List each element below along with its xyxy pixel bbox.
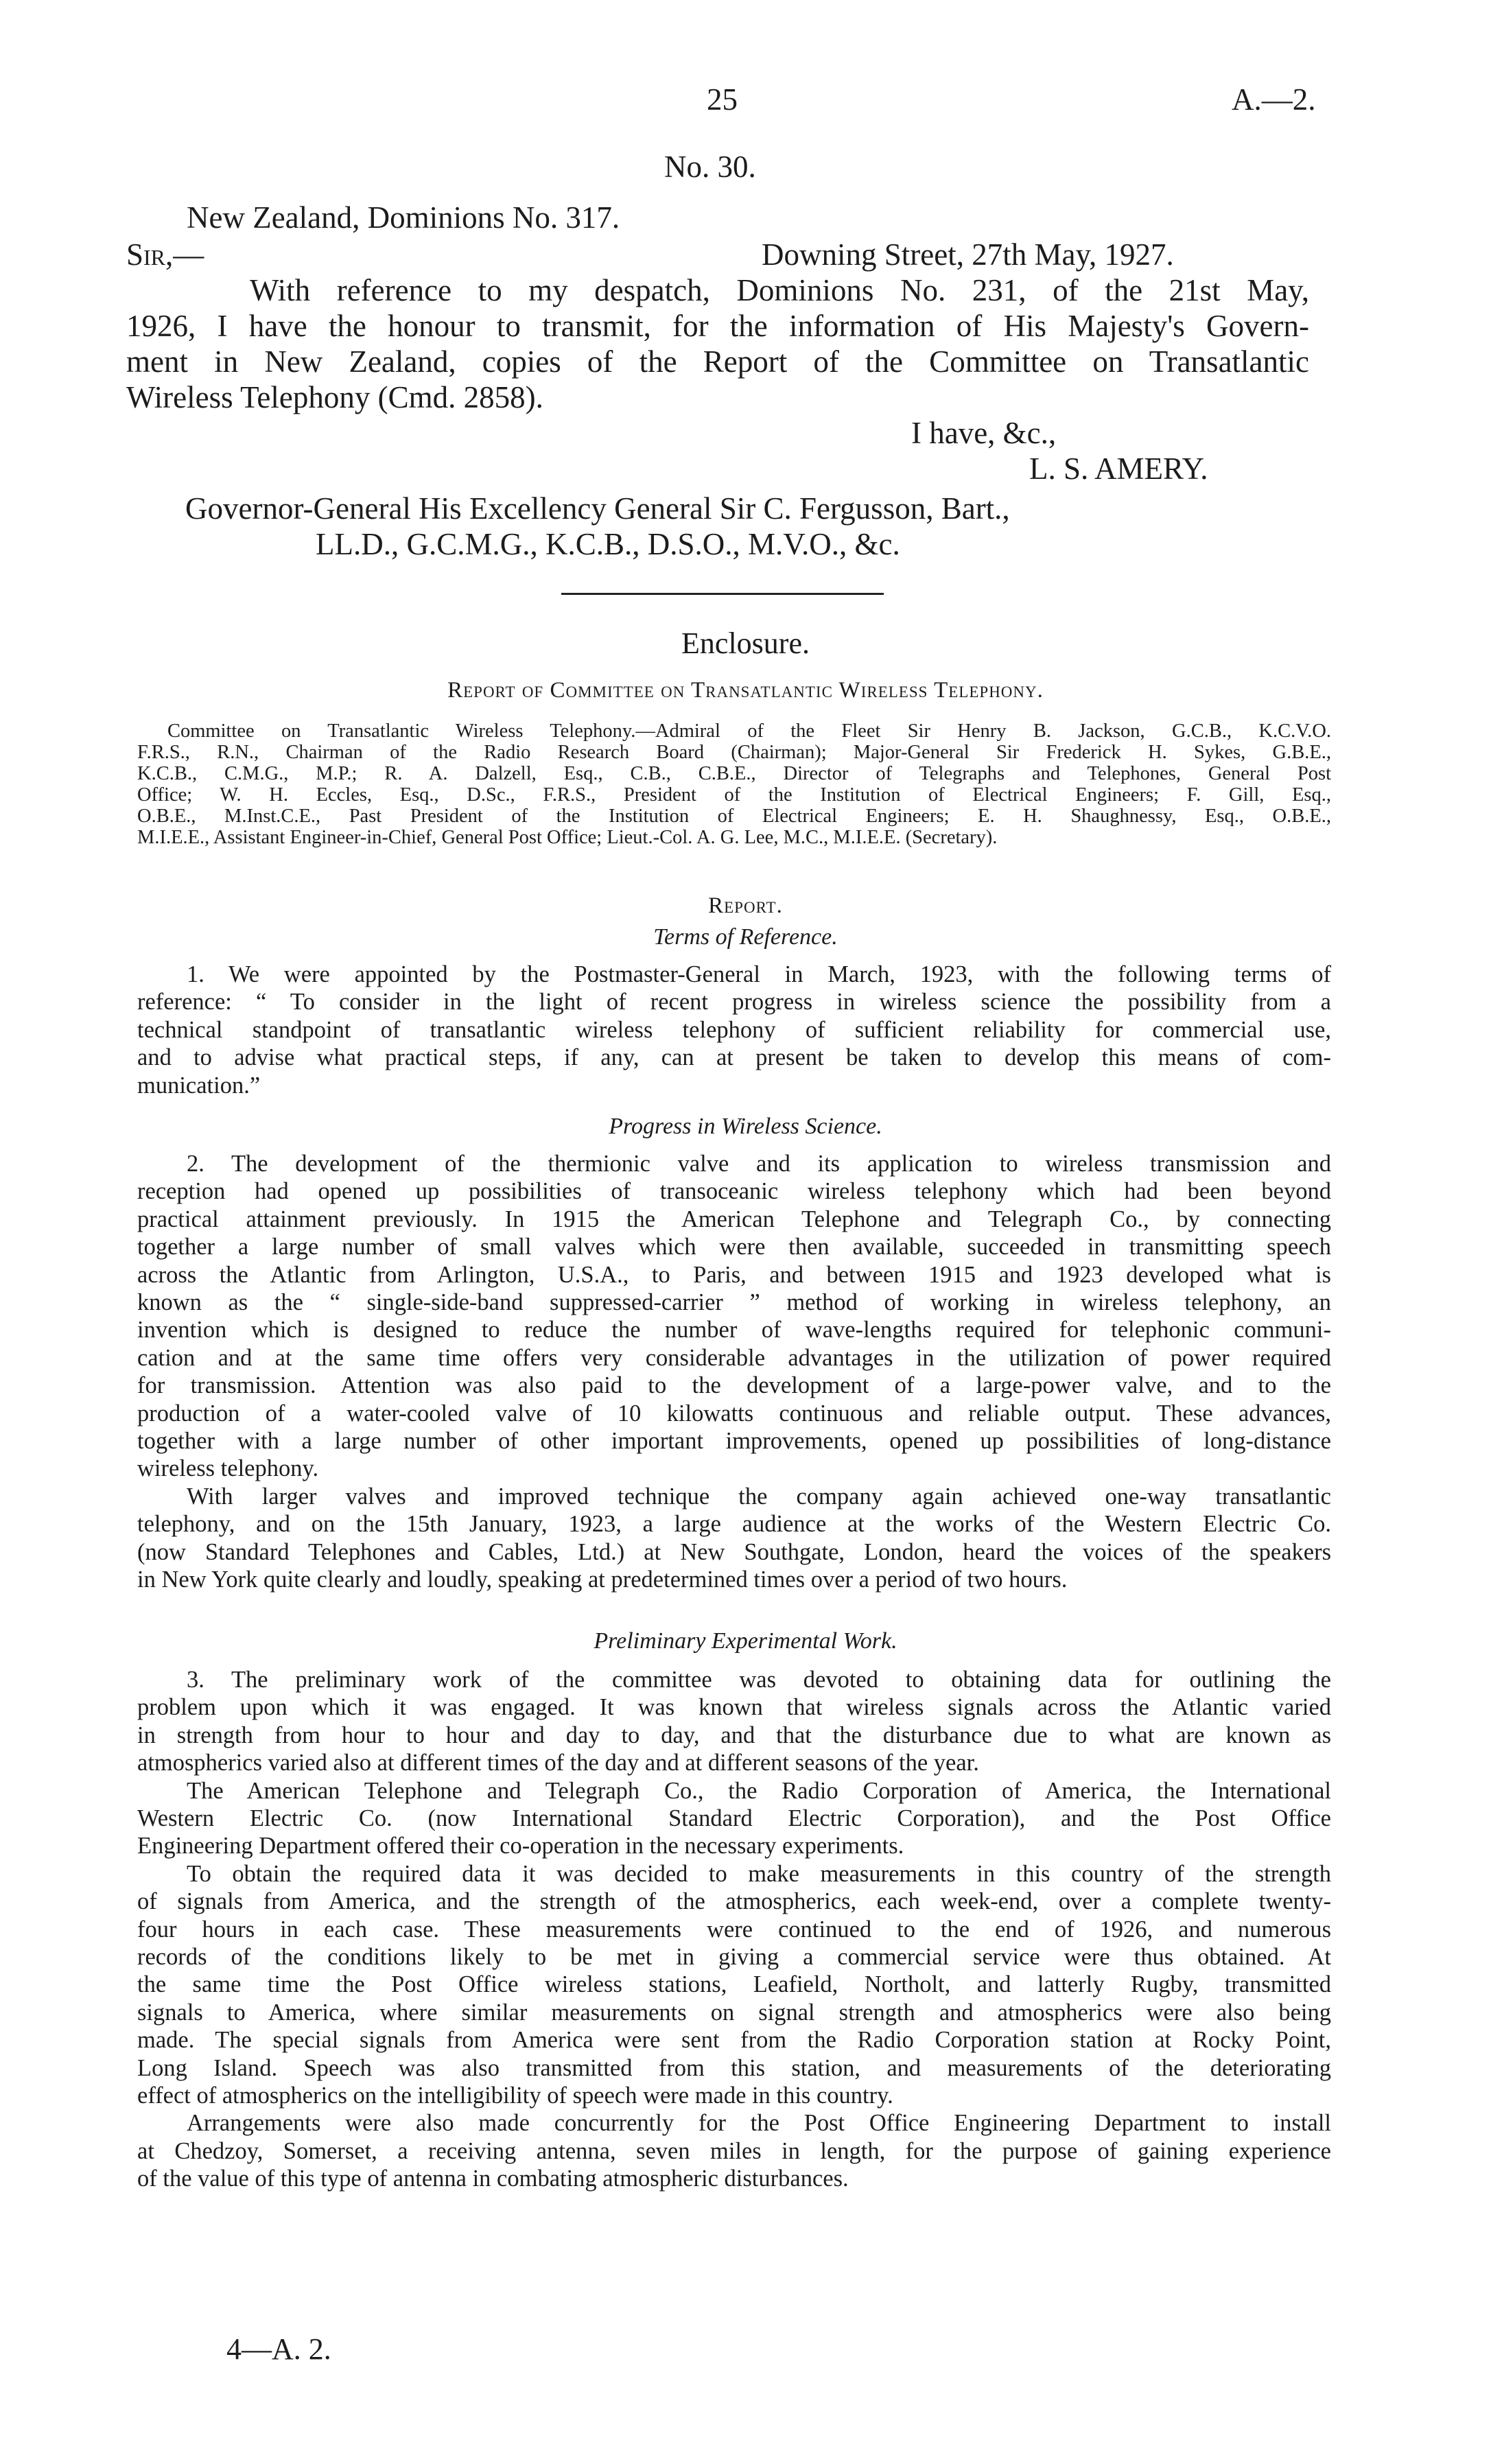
paragraph-line: reference: “ To consider in the light of recent progress in wireless science the possibility from a: [137, 989, 1331, 1015]
paragraph-line: the same time the Post Office wireless stations, Leafield, Northolt, and latterly Rugby, transmitted: [137, 1971, 1331, 1997]
section-heading: Progress in Wireless Science.: [609, 1114, 882, 1139]
paragraph-line: Long Island. Speech was also transmitted from this station, and measurements of the deteriorating: [137, 2055, 1331, 2081]
paragraph-line: technical standpoint of transatlantic wireless telephony of sufficient reliability for commercial use,: [137, 1017, 1331, 1043]
paragraph-line: records of the conditions likely to be met in giving a commercial service were thus obtained. At: [137, 1944, 1331, 1970]
report-title: Report of Committee on Transatlantic Wireless Telephony.: [447, 678, 1044, 703]
despatch-number: No. 30.: [664, 150, 756, 184]
paragraph-line: With larger valves and improved technique the company again achieved one-way transatlantic: [187, 1483, 1331, 1510]
paragraph-line: together a large number of small valves which were then available, succeeded in transmitting speech: [137, 1234, 1331, 1260]
addressee-line: Governor-General His Excellency General Sir C. Fergusson, Bart.,: [185, 491, 1010, 526]
paper-reference: A.—2.: [1232, 82, 1316, 117]
paragraph-line: made. The special signals from America were sent from the Radio Corporation station at Rocky Point,: [137, 2027, 1331, 2053]
paragraph-line: in strength from hour to hour and day to day, and that the disturbance due to what are known as: [137, 1722, 1331, 1748]
section-rule: [561, 593, 884, 595]
paragraph-line: Western Electric Co. (now International Standard Electric Corporation), and the Post Office: [137, 1805, 1331, 1831]
paragraph-line: of signals from America, and the strength of the atmospherics, each week-end, over a complete twenty-: [137, 1888, 1331, 1914]
paragraph-line: Arrangements were also made concurrently for the Post Office Engineering Department to install: [187, 2110, 1331, 2136]
salutation: Sir,—: [126, 237, 204, 272]
despatch-line: With reference to my despatch, Dominions No. 231, of the 21st May,: [250, 273, 1309, 307]
committee-line: O.B.E., M.Inst.C.E., Past President of the Institution of Electrical Engineers; E. H. Shaughnessy, Esq., O.B.E.,: [137, 806, 1331, 827]
despatch-line: 1926, I have the honour to transmit, for the information of His Majesty's Govern-: [126, 309, 1309, 343]
signature: L. S. AMERY.: [1029, 451, 1208, 486]
paragraph-line: production of a water-cooled valve of 10 kilowatts continuous and reliable output. These advances,: [137, 1400, 1331, 1427]
addressee-line: LL.D., G.C.M.G., K.C.B., D.S.O., M.V.O., &c.: [316, 527, 900, 561]
paragraph-line: invention which is designed to reduce the number of wave-lengths required for telephonic communi-: [137, 1317, 1331, 1343]
paragraph-line: munication.”: [137, 1072, 261, 1099]
committee-line: Committee on Transatlantic Wireless Telephony.—Admiral of the Fleet Sir Henry B. Jackson, G.C.B., K.C.V.O.: [167, 720, 1331, 742]
paragraph-line: signals to America, where similar measurements on signal strength and atmospherics were also being: [137, 1999, 1331, 2026]
enclosure-heading: Enclosure.: [681, 626, 810, 660]
closing: I have, &c.,: [911, 416, 1057, 450]
paragraph-line: reception had opened up possibilities of transoceanic wireless telephony which had been beyond: [137, 1178, 1331, 1204]
footer-signature-mark: 4—A. 2.: [226, 2332, 331, 2366]
despatch-line: ment in New Zealand, copies of the Report of the Committee on Transatlantic: [126, 344, 1309, 379]
committee-line: Office; W. H. Eccles, Esq., D.Sc., F.R.S., President of the Institution of Electrical Engineers; F. Gill, Esq.,: [137, 784, 1331, 806]
place-date: Downing Street, 27th May, 1927.: [762, 237, 1174, 272]
page-number: 25: [707, 82, 738, 117]
paragraph-line: atmospherics varied also at different times of the day and at different seasons of the year.: [137, 1750, 979, 1776]
paragraph-line: telephony, and on the 15th January, 1923, a large audience at the works of the Western Electric Co.: [137, 1511, 1331, 1537]
paragraph-line: 1. We were appointed by the Postmaster-General in March, 1923, with the following terms of: [187, 961, 1331, 987]
paragraph-line: known as the “ single-side-band suppressed-carrier ” method of working in wireless telephony, an: [137, 1289, 1331, 1315]
paragraph-line: wireless telephony.: [137, 1455, 319, 1481]
paragraph-line: four hours in each case. These measurements were continued to the end of 1926, and numerous: [137, 1916, 1331, 1943]
paragraph-line: The American Telephone and Telegraph Co., the Radio Corporation of America, the International: [187, 1778, 1331, 1804]
paragraph-line: problem upon which it was engaged. It was known that wireless signals across the Atlantic varied: [137, 1694, 1331, 1720]
despatch-series: New Zealand, Dominions No. 317.: [187, 200, 620, 235]
despatch-line: Wireless Telephony (Cmd. 2858).: [126, 380, 543, 414]
paragraph-line: practical attainment previously. In 1915 the American Telephone and Telegraph Co., by connecting: [137, 1206, 1331, 1232]
paragraph-line: To obtain the required data it was decided to make measurements in this country of the strength: [187, 1861, 1331, 1887]
committee-line: F.R.S., R.N., Chairman of the Radio Research Board (Chairman); Major-General Sir Frederick H. Sykes, G.B.E.,: [137, 742, 1331, 763]
paragraph-line: (now Standard Telephones and Cables, Ltd.) at New Southgate, London, heard the voices of the speakers: [137, 1539, 1331, 1565]
section-heading: Terms of Reference.: [653, 924, 838, 950]
section-heading: Preliminary Experimental Work.: [594, 1628, 897, 1654]
report-heading: Report.: [708, 893, 783, 918]
paragraph-line: 2. The development of the thermionic valve and its application to wireless transmission and: [187, 1151, 1331, 1177]
paragraph-line: together with a large number of other important improvements, opened up possibilities of long-distance: [137, 1428, 1331, 1454]
paragraph-line: at Chedzoy, Somerset, a receiving antenna, seven miles in length, for the purpose of gaining experience: [137, 2138, 1331, 2164]
paragraph-line: effect of atmospherics on the intelligibility of speech were made in this country.: [137, 2082, 893, 2109]
paragraph-line: in New York quite clearly and loudly, speaking at predetermined times over a period of two hours.: [137, 1567, 1068, 1593]
committee-line: K.C.B., C.M.G., M.P.; R. A. Dalzell, Esq., C.B., C.B.E., Director of Telegraphs and Telephones, General Post: [137, 763, 1331, 784]
paragraph-line: and to advise what practical steps, if any, can at present be taken to develop this means of com-: [137, 1044, 1331, 1070]
paragraph-line: cation and at the same time offers very considerable advantages in the utilization of power required: [137, 1345, 1331, 1371]
paragraph-line: across the Atlantic from Arlington, U.S.A., to Paris, and between 1915 and 1923 developed what is: [137, 1262, 1331, 1288]
paragraph-line: for transmission. Attention was also paid to the development of a large-power valve, and to the: [137, 1372, 1331, 1398]
committee-line: M.I.E.E., Assistant Engineer-in-Chief, General Post Office; Lieut.-Col. A. G. Lee, M.C., M.I.E.E. (Secretary).: [137, 827, 998, 848]
paragraph-line: 3. The preliminary work of the committee was devoted to obtaining data for outlining the: [187, 1667, 1331, 1693]
paragraph-line: Engineering Department offered their co-operation in the necessary experiments.: [137, 1833, 904, 1859]
paragraph-line: of the value of this type of antenna in combating atmospheric disturbances.: [137, 2166, 849, 2192]
